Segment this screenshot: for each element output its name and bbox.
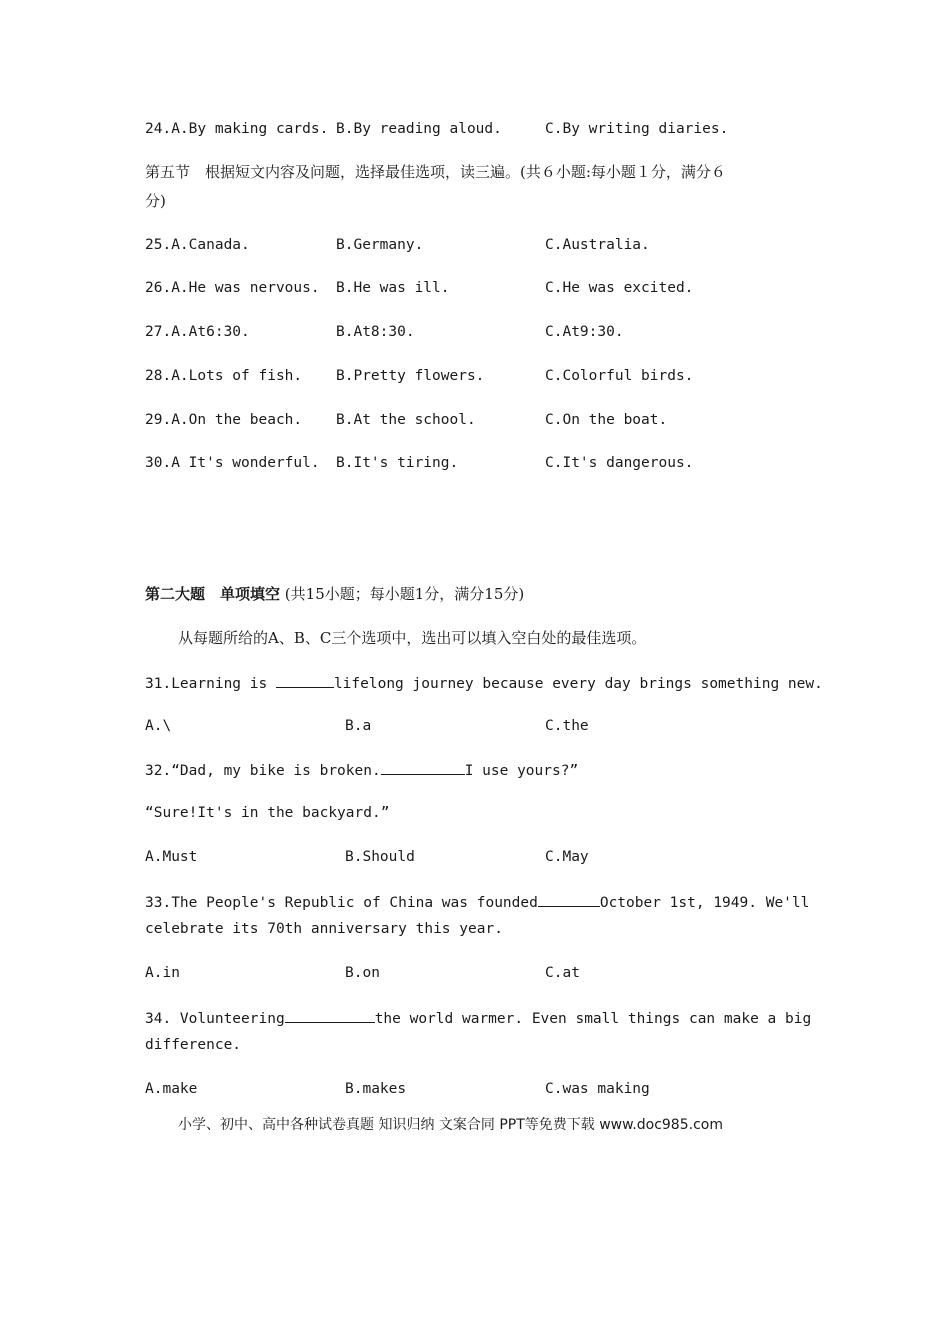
q29-option-c: C.On the boat. [545, 412, 668, 428]
q30-option-a: 30.A It's wonderful. [145, 455, 320, 471]
q34-stem-after: the world warmer. Even small things can make a big [374, 1011, 812, 1027]
q24-option-b: B.By reading aloud. [336, 121, 502, 137]
q34-stem-line2: difference. [145, 1037, 242, 1053]
section-5-heading-line2: 分) [145, 192, 166, 210]
part-2-note: (共15小题；每小题1分，满分15分) [284, 585, 525, 603]
q33-stem-line2: celebrate its 70th anniversary this year. [145, 921, 503, 937]
q32-reply: “Sure!It's in the backyard.” [145, 805, 390, 821]
q34-option-c: C.was making [545, 1081, 650, 1097]
q34-option-a: A.make [145, 1081, 198, 1097]
q25-option-c: C.Australia. [545, 237, 650, 253]
q31-stem [145, 672, 823, 694]
q34-stem-before: 34. Volunteering [145, 1011, 285, 1027]
q33-answer-blank [538, 891, 600, 907]
q28-option-c: C.Colorful birds. [545, 368, 694, 384]
q33-stem-before: 33.The People's Republic of China was founded [145, 895, 538, 911]
q33-stem [145, 891, 809, 913]
q32-option-a: A.Must [145, 849, 198, 865]
q31-answer-blank [276, 672, 334, 688]
q34-option-b: B.makes [345, 1081, 407, 1097]
q32-option-c: C.May [545, 849, 589, 865]
q32-option-b: B.Should [345, 849, 415, 865]
q32-stem [145, 759, 578, 781]
q32-stem-before: 32.“Dad, my bike is broken. [145, 763, 381, 779]
q28-option-a: 28.A.Lots of fish. [145, 368, 303, 384]
q34-answer-blank [285, 1007, 375, 1023]
section-5-heading-line1: 第五节 根据短文内容及问题，选择最佳选项，读三遍。(共６小题:每小题１分，满分６ [145, 163, 726, 181]
q31-option-a: A.\ [145, 718, 172, 734]
part-2-heading [145, 584, 524, 604]
part-2-title: 第二大题 单项填空 [145, 585, 281, 603]
q32-answer-blank [381, 759, 465, 775]
q27-option-b: B.At8:30. [336, 324, 415, 340]
q31-option-c: C.the [545, 718, 589, 734]
q24-option-c: C.By writing diaries. [545, 121, 729, 137]
q26-option-a: 26.A.He was nervous. [145, 280, 320, 296]
footer-advert: 小学、初中、高中各种试卷真题 知识归纳 文案合同 PPT等免费下载 www.doc985.com [178, 1117, 723, 1133]
q33-option-a: A.in [145, 965, 180, 981]
q29-option-a: 29.A.On the beach. [145, 412, 303, 428]
q29-option-b: B.At the school. [336, 412, 476, 428]
q26-option-c: C.He was excited. [545, 280, 694, 296]
q27-option-a: 27.A.At6:30. [145, 324, 250, 340]
q32-stem-after: I use yours?” [464, 763, 579, 779]
q33-option-c: C.at [545, 965, 580, 981]
q25-option-a: 25.A.Canada. [145, 237, 250, 253]
part-2-instruction: 从每题所给的A、B、C三个选项中，选出可以填入空白处的最佳选项。 [178, 629, 647, 647]
q30-option-b: B.It's tiring. [336, 455, 459, 471]
q34-stem [145, 1007, 811, 1029]
q27-option-c: C.At9:30. [545, 324, 624, 340]
q31-stem-before: 31.Learning is [145, 676, 276, 692]
q30-option-c: C.It's dangerous. [545, 455, 694, 471]
q26-option-b: B.He was ill. [336, 280, 450, 296]
q24-option-a: 24.A.By making cards. [145, 121, 329, 137]
q33-stem-after: October 1st, 1949. We'll [599, 895, 810, 911]
q31-stem-after: lifelong journey because every day brings something new. [333, 676, 823, 692]
q28-option-b: B.Pretty flowers. [336, 368, 485, 384]
q33-option-b: B.on [345, 965, 380, 981]
q31-option-b: B.a [345, 718, 372, 734]
q25-option-b: B.Germany. [336, 237, 424, 253]
